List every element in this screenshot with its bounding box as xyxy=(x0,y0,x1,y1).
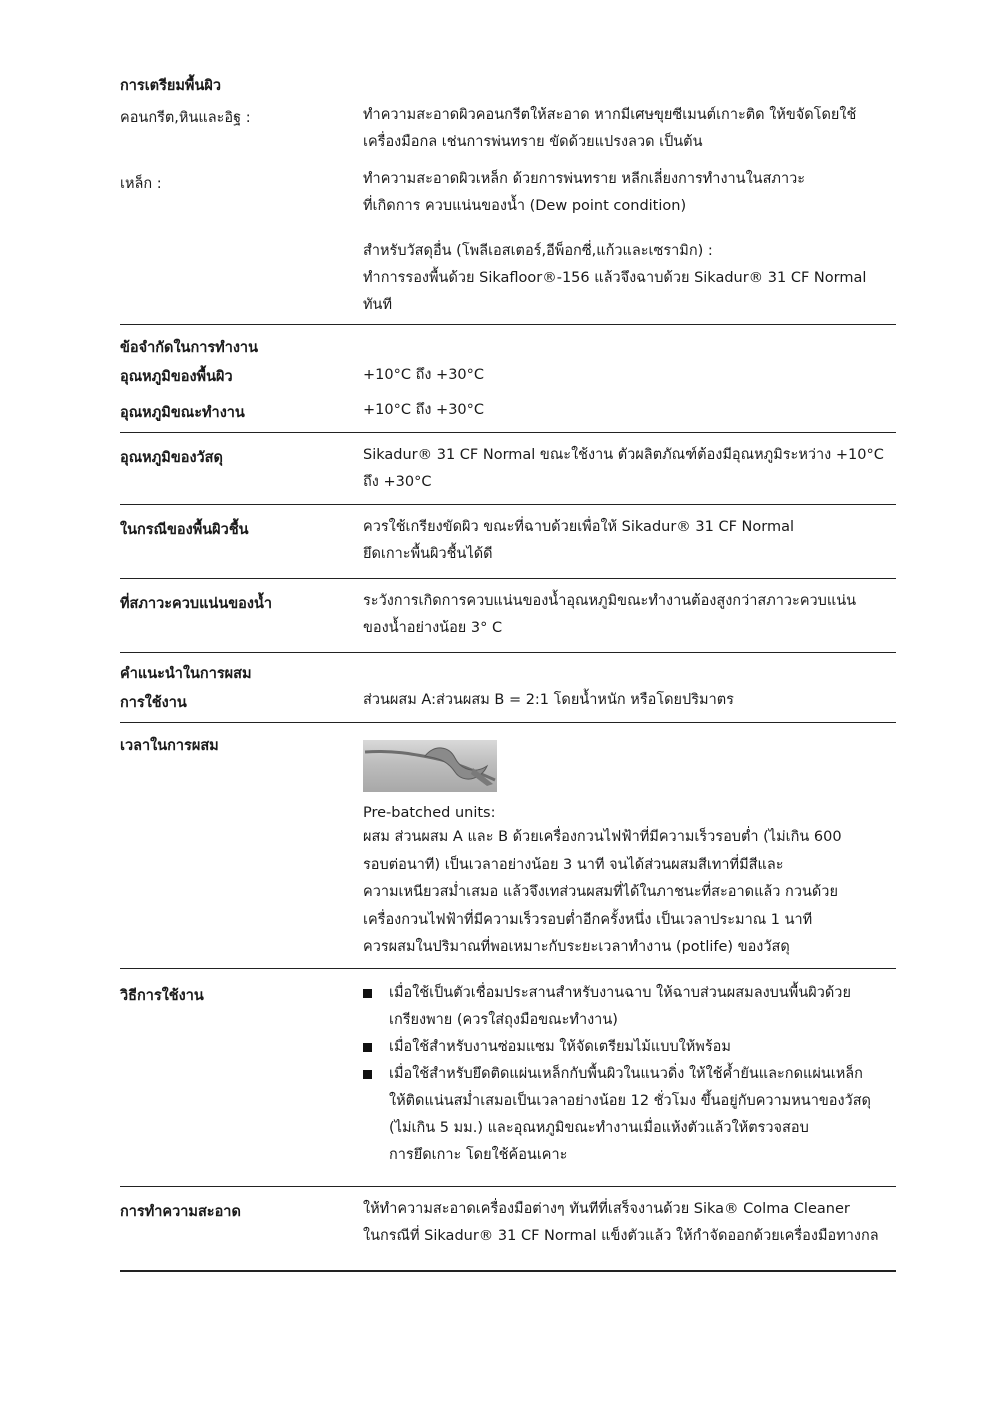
bullet-square-icon xyxy=(363,989,372,998)
divider xyxy=(120,1186,896,1187)
ambient-temp-label: อุณหภูมิขณะทำงาน xyxy=(120,405,245,421)
divider xyxy=(120,504,896,505)
mixing-usage-label: การใช้งาน xyxy=(120,695,187,711)
material-temp-text: Sikadur® 31 CF Normal ขณะใช้งาน ตัวผลิตภัณฑ์ต้องมีอุณหภูมิระหว่าง +10°C ถึง +30°C xyxy=(363,447,884,490)
divider xyxy=(120,652,896,653)
material-temp-label: อุณหภูมิของวัสดุ xyxy=(120,450,223,466)
divider xyxy=(120,722,896,723)
dew-point-text: ระวังการเกิดการควบแน่นของน้ำอุณหภูมิขณะทำงานต้องสูงกว่าสภาวะควบแน่น ของน้ำอย่างน้อย 3° C xyxy=(363,593,857,636)
mixing-usage-value: ส่วนผสม A:ส่วนผสม B = 2:1 โดยน้ำหนัก หรือโดยปริมาตร xyxy=(363,692,734,708)
divider xyxy=(120,432,896,433)
cleaning-label: การทำความสะอาด xyxy=(120,1204,241,1220)
concrete-text: ทำความสะอาดผิวคอนกรีตให้สะอาด หากมีเศษขุยซีเมนต์เกาะติด ให้ขจัดโดยใช้ เครื่องมือกล เช่นการพ่นทราย ขัดด้วยแปรงลวด เป็นต้น xyxy=(363,107,857,150)
dew-point-label: ที่สภาวะควบแน่นของน้ำ xyxy=(120,596,273,612)
divider xyxy=(120,324,896,325)
application-bullets xyxy=(363,980,896,1169)
other-materials-text: สำหรับวัสดุอื่น (โพลีเอสเตอร์,อีพ็อกซี่,แก้วและเซรามิก) : ทำการรองพื้นด้วย Sikafloor®-156 แล้วจึงฉาบด้วย Sikadur® 31 CF Normal ทันที xyxy=(363,243,867,313)
mixing-paddle-image xyxy=(363,740,497,792)
bullet-square-icon xyxy=(363,1070,372,1079)
bullet-square-icon xyxy=(363,1043,372,1052)
concrete-label: คอนกรีต,หินและอิฐ : xyxy=(120,110,251,126)
cleaning-text: ให้ทำความสะอาดเครื่องมือต่างๆ ทันทีที่เสร็จงานด้วย Sika® Colma Cleaner ในกรณีที่ Sikadur® 31 CF Normal แข็งตัวแล้ว ให้กำจัดออกด้วยเครื่องมือทางกล xyxy=(363,1201,879,1244)
mixing-time-label: เวลาในการผสม xyxy=(120,738,219,754)
surface-prep-heading: การเตรียมพื้นผิว xyxy=(120,78,222,94)
ambient-temp-value: +10°C ถึง +30°C xyxy=(363,402,485,418)
bullet-item: เมื่อใช้สำหรับยึดติดแผ่นเหล็กกับพื้นผิวในแนวดิ่ง ให้ใช้ค้ำยันและกดแผ่นเหล็ก ให้ติดแน่นสม่ำเสมอเป็นเวลาอย่างน้อย 12 ชั่วโมง ขึ้นอยู่กับความหนาของวัสดุ (ไม่เกิน 5 มม.) และอุณหภูมิขณะทำงานเมื่อแห้งตัวแล้วให้ตรวจสอบ การยึดเกาะ โดยใช้ค้อนเคาะ xyxy=(363,1061,896,1169)
bullet-item: เมื่อใช้สำหรับงานซ่อมแซม ให้จัดเตรียมไม้แบบให้พร้อม xyxy=(363,1034,896,1061)
mixing-paddle-icon xyxy=(363,740,497,792)
mixing-time-body xyxy=(363,738,896,962)
damp-surface-text: ควรใช้เกรียงขัดผิว ขณะที่ฉาบด้วยเพื่อให้ Sikadur® 31 CF Normal ยึดเกาะพื้นผิวชื้นได้ดี xyxy=(363,519,795,562)
steel-text: ทำความสะอาดผิวเหล็ก ด้วยการพ่นทราย หลีกเลี่ยงการทำงานในสภาวะ ที่เกิดการ ควบแน่นของน้ำ (Dew point condition) xyxy=(363,171,806,214)
substrate-temp-value: +10°C ถึง +30°C xyxy=(363,367,485,383)
steel-label: เหล็ก : xyxy=(120,176,162,192)
limits-heading: ข้อจำกัดในการทำงาน xyxy=(120,340,258,356)
application-label: วิธีการใช้งาน xyxy=(120,988,204,1004)
bullet-item: เมื่อใช้เป็นตัวเชื่อมประสานสำหรับงานฉาบ ให้ฉาบส่วนผสมลงบนพื้นผิวด้วย เกรียงพาย (ควรใส่ถุงมือขณะทำงาน) xyxy=(363,980,896,1034)
mixing-subtitle: Pre-batched units: xyxy=(363,805,496,821)
substrate-temp-label: อุณหภูมิของพื้นผิว xyxy=(120,369,233,385)
divider xyxy=(120,968,896,969)
bottom-divider xyxy=(120,1270,896,1272)
mixing-heading: คำแนะนำในการผสม xyxy=(120,666,252,682)
divider xyxy=(120,578,896,579)
mixing-time-text: ผสม ส่วนผสม A และ B ด้วยเครื่องกวนไฟฟ้าที่มีความเร็วรอบต่ำ (ไม่เกิน 600 รอบต่อนาที) เป็นเวลาอย่างน้อย 3 นาที จนได้ส่วนผสมสีเทาที่มีสีและ ความเหนียวสม่ำเสมอ แล้วจึงเทส่วนผสมที่ได้ในภาชนะที่สะอาดแล้ว กวนด้วย เครื่องกวนไฟฟ้าที่มีความเร็วรอบต่ำอีกครั้งหนึ่ง เป็นเวลาประมาณ 1 นาที ควรผสมในปริมาณที่พอเหมาะกับระยะเวลาทำงาน (potlife) ของวัสดุ xyxy=(363,829,842,955)
damp-surface-label: ในกรณีของพื้นผิวชื้น xyxy=(120,522,249,538)
